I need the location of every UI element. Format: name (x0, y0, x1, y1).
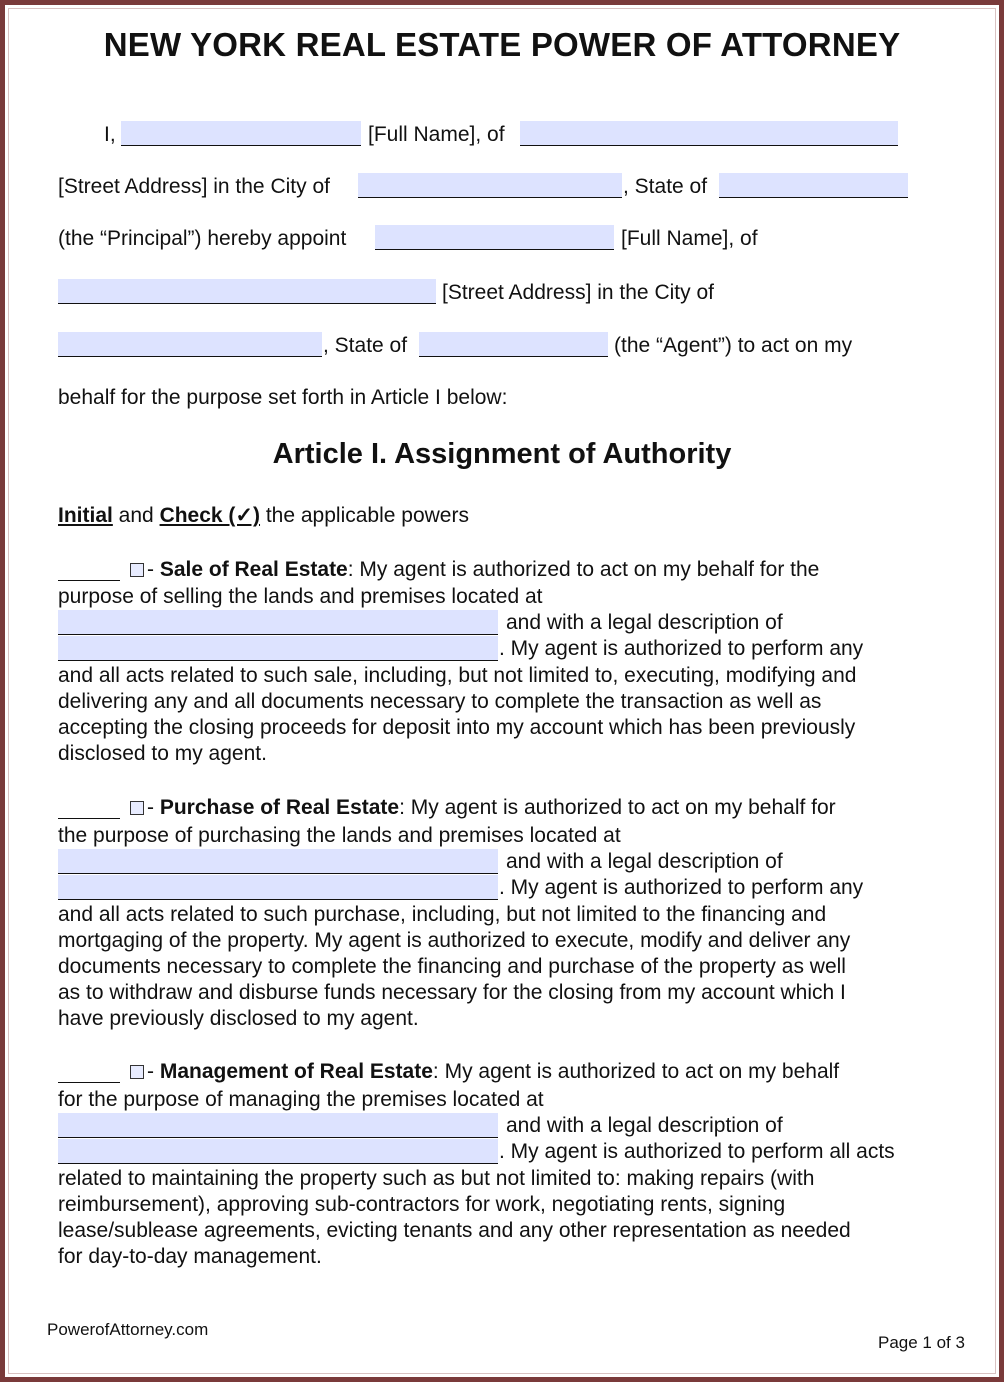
management-heading-line (147, 1060, 839, 1084)
intro-full-name-label-2: [Full Name], of (621, 227, 758, 250)
instructions-rest: the applicable powers (260, 504, 469, 527)
management-initial-field[interactable] (58, 1060, 120, 1083)
purchase-legal-label: and with a legal description of (506, 850, 783, 873)
agent-state-field[interactable] (419, 332, 608, 357)
purchase-body-line: have previously disclosed to my agent. (58, 1007, 419, 1030)
management-body-line: reimbursement), approving sub-contractors for work, negotiating rents, signing (58, 1193, 786, 1216)
purchase-initial-field[interactable] (58, 796, 120, 819)
document-title: NEW YORK REAL ESTATE POWER OF ATTORNEY (103, 26, 901, 63)
management-body-line: for day-to-day management. (58, 1245, 322, 1268)
agent-city-field[interactable] (58, 332, 322, 357)
sale-perform-text: . My agent is authorized to perform any (499, 637, 864, 660)
sale-body-line: disclosed to my agent. (58, 742, 267, 765)
purchase-line2: the purpose of purchasing the lands and premises located at (58, 824, 621, 847)
management-lead: : My agent is authorized to act on my behalf (432, 1060, 840, 1083)
purchase-body-line: mortgaging of the property. My agent is authorized to execute, modify and deliver any (58, 929, 851, 952)
purchase-legal-description-field[interactable] (58, 875, 498, 900)
intro-state-label-1: , State of (623, 175, 708, 198)
sale-body-line: accepting the closing proceeds for deposit into my account which has been previously (58, 716, 856, 739)
sale-lead: : My agent is authorized to act on my behalf for the (347, 558, 820, 581)
purchase-lead: : My agent is authorized to act on my behalf for (399, 796, 836, 819)
agent-address-field[interactable] (58, 279, 436, 304)
intro-street-city-label: [Street Address] in the City of (58, 175, 330, 198)
intro-behalf-text: behalf for the purpose set forth in Article I below: (58, 386, 508, 409)
sale-body-line: delivering any and all documents necessary to complete the transaction as well as (58, 690, 822, 713)
principal-state-field[interactable] (719, 173, 908, 198)
purchase-title: Purchase of Real Estate (159, 796, 400, 819)
sale-initial-field[interactable] (58, 558, 120, 581)
management-legal-label: and with a legal description of (506, 1114, 783, 1137)
sale-heading-line (147, 558, 819, 582)
purchase-body (58, 902, 850, 1032)
purchase-body-line: documents necessary to complete the financing and purchase of the property as well (58, 955, 846, 978)
sale-checkbox[interactable] (130, 563, 144, 577)
sale-body (58, 663, 856, 767)
management-title: Management of Real Estate (159, 1060, 433, 1083)
management-body (58, 1166, 851, 1270)
intro-agent-label: (the “Agent”) to act on my (614, 334, 853, 357)
footer-site: PowerofAttorney.com (47, 1320, 209, 1339)
purchase-heading-line (147, 796, 836, 820)
purchase-body-line: and all acts related to such purchase, including, but not limited to the financing and (58, 903, 827, 926)
sale-line2: purpose of selling the lands and premises located at (58, 585, 543, 608)
intro-street-city-label-2: [Street Address] in the City of (442, 281, 714, 304)
sale-location-field[interactable] (58, 610, 498, 635)
page-number: Page 1 of 3 (878, 1333, 965, 1352)
intro-state-label-2: , State of (323, 334, 408, 357)
sale-title: Sale of Real Estate (159, 558, 348, 581)
management-perform-text: . My agent is authorized to perform all acts (499, 1140, 895, 1163)
management-body-line: lease/sublease agreements, evicting tenants and any other representation as needed (58, 1219, 851, 1242)
sale-dash: - (147, 558, 160, 581)
management-body-line: related to maintaining the property such as but not limited to: making repairs (with (58, 1167, 815, 1190)
purchase-perform-text: . My agent is authorized to perform any (499, 876, 864, 899)
management-legal-description-field[interactable] (58, 1139, 498, 1164)
purchase-dash: - (147, 796, 160, 819)
intro-full-name-label-1: [Full Name], of (368, 123, 505, 146)
agent-name-field[interactable] (375, 225, 614, 250)
intro-i-prefix: I, (104, 123, 116, 146)
article-heading: Article I. Assignment of Authority (272, 438, 732, 470)
principal-address-field[interactable] (520, 121, 898, 146)
sale-body-line: and all acts related to such sale, including, but not limited to, executing, modifying and (58, 664, 857, 687)
instructions-line (58, 503, 469, 528)
management-dash: - (147, 1060, 160, 1083)
management-line2: for the purpose of managing the premises located at (58, 1088, 544, 1111)
instructions-check: Check (✓) (159, 504, 261, 527)
principal-name-field[interactable] (121, 121, 361, 146)
principal-city-field[interactable] (358, 173, 622, 198)
purchase-body-line: as to withdraw and disburse funds necessary for the closing from my account which I (58, 981, 846, 1004)
instructions-and: and (112, 504, 160, 527)
sale-legal-label: and with a legal description of (506, 611, 783, 634)
instructions-initial: Initial (58, 504, 113, 527)
management-checkbox[interactable] (130, 1065, 144, 1079)
intro-principal-label: (the “Principal”) hereby appoint (58, 227, 347, 250)
management-location-field[interactable] (58, 1113, 498, 1138)
sale-legal-description-field[interactable] (58, 636, 498, 661)
purchase-location-field[interactable] (58, 849, 498, 874)
purchase-checkbox[interactable] (130, 801, 144, 815)
